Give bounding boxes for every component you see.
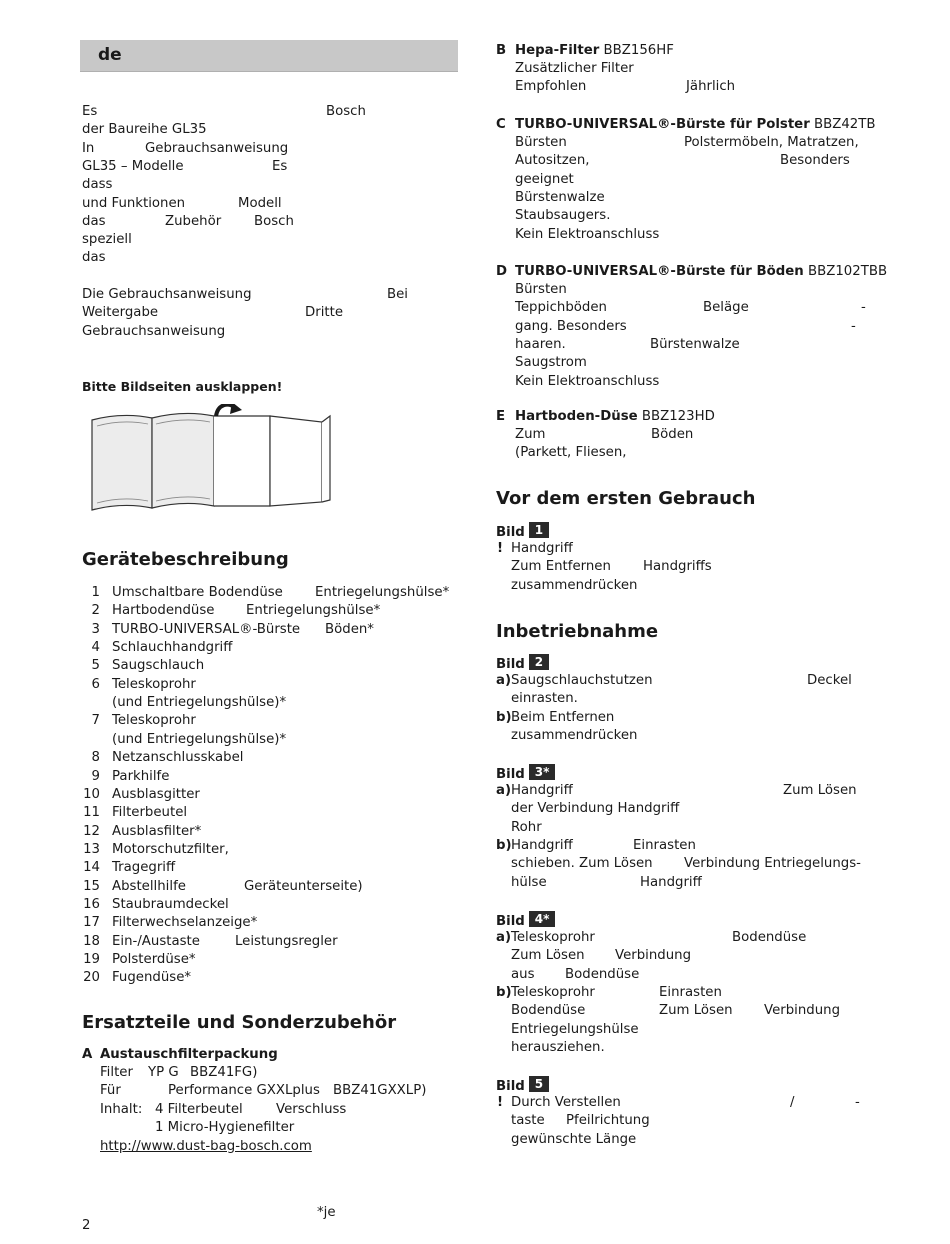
part-label: Leistungsregler [235,933,338,949]
instruction-text: Handgriff [511,541,573,556]
accessory-text: Saugstrom [515,355,587,371]
accessory-text: Böden [651,427,694,442]
figure-reference [496,911,555,931]
instruction-text: Bodendüse [732,930,807,945]
part-number: 9 [91,768,100,784]
part-label: Filterwechselanzeige* [112,915,258,931]
part-number: 2 [91,603,100,619]
instruction-text: gewünschte Länge [511,1131,637,1147]
instruction-text: Entriegelungshülse [511,1021,639,1037]
accessory-text: Bürstenwalze [515,189,605,205]
instruction-text: Verbindung [615,948,692,964]
instruction-text: hülse [511,874,547,890]
instruction-text: Handgriff [511,783,573,798]
part-number: 15 [83,878,100,894]
language-header-bar [80,40,458,72]
section-title-geraetebeschreibung: Gerätebeschreibung [82,549,289,570]
instruction-text: Bodendüse [511,1003,586,1019]
instruction-text: b) [496,837,512,853]
figure-label: Bild [496,914,525,929]
instruction-text: Teleskoprohr [511,984,595,1000]
intro-text: In [82,140,95,156]
intro-text: Gebrauchsanweisung [82,323,226,339]
part-number: 18 [83,933,100,949]
accessory-title: Hartboden-Düse BBZ123HD [515,409,715,424]
accessory-text: (Parkett, Fliesen, [515,445,627,461]
section-title-vor-dem-ersten-gebrauch: Vor dem ersten Gebrauch [496,488,756,509]
intro-text: Bei [387,287,408,302]
instruction-text: Deckel [807,673,852,688]
instruction-text: b) [496,984,512,1000]
accessory-detail: Inhalt: [100,1101,143,1117]
accessory-text: Bürsten [515,135,567,150]
intro-text: Bosch [326,104,366,119]
accessory-text: Beläge [703,300,749,316]
accessory-text: Teppichböden [515,300,607,316]
figure-number-badge: 3* [529,764,556,780]
instruction-text: Saugschlauchstutzen [511,673,653,688]
accessory-text: Bürstenwalze [650,336,740,352]
instruction-text: aus [511,966,535,982]
figure-number-badge: 1 [529,522,549,538]
intro-text: Bosch [254,213,294,229]
part-number: 4 [91,640,100,656]
instruction-text: b) [496,709,512,725]
intro-text: und Funktionen [82,195,186,211]
instruction-text: Zum Entfernen [511,559,611,575]
foldout-pages-illustration [88,404,334,516]
part-label: Abstellhilfe [112,878,186,894]
instruction-text: ! [497,541,504,556]
part-number: 8 [91,750,100,766]
instruction-text: Rohr [511,819,542,835]
accessory-text: - [851,318,856,334]
accessory-detail: Filter [100,1065,133,1080]
part-label: Schlauchhandgriff [112,640,233,656]
accessory-detail: 4 Filterbeutel [155,1101,243,1117]
unfold-note: Bitte Bildseiten ausklappen! [82,379,283,394]
part-number: 19 [83,952,100,967]
instruction-text: ! [497,1095,504,1110]
instruction-text: a) [496,930,512,945]
part-label: Entriegelungshülse* [315,585,450,600]
intro-text: das [82,250,106,266]
part-number: 3 [91,621,100,637]
part-number: 20 [83,970,100,986]
accessory-detail: BBZ41GXXLP) [333,1083,427,1099]
part-label: (und Entriegelungshülse)* [112,695,287,711]
instruction-text: Pfeilrichtung [566,1113,650,1129]
part-number: 7 [91,713,100,729]
instruction-text: Zum Lösen [659,1003,733,1019]
part-number: 13 [83,841,100,857]
accessory-detail: Verschluss [276,1101,347,1117]
instruction-text: herausziehen. [511,1039,605,1055]
figure-reference [496,654,549,674]
part-label: Tragegriff [112,860,176,876]
part-label: Umschaltbare Bodendüse [112,585,283,600]
accessory-text: Autositzen, [515,153,590,169]
instruction-text: Zum Lösen [783,783,857,798]
instruction-text: schieben. Zum Lösen [511,856,653,872]
part-label: Saugschlauch [112,658,205,674]
instruction-text: Durch Verstellen [511,1095,621,1110]
part-label: TURBO-UNIVERSAL®-Bürste [112,621,301,637]
accessory-text: Empfohlen [515,79,587,95]
part-label: Staubraumdeckel [112,896,229,912]
instruction-text: Zum Lösen [511,948,585,964]
accessory-letter-a: A [82,1047,93,1062]
page-number: 2 [82,1218,91,1233]
accessory-detail: Performance GXXLplus [168,1083,320,1099]
intro-text: das [82,213,106,229]
accessory-detail: 1 Micro-Hygienefilter [155,1119,295,1135]
accessory-detail: YP G [148,1065,179,1080]
part-label: Netzanschlusskabel [112,750,244,766]
accessory-code: BBZ156HF [599,43,674,58]
section-title-inbetriebnahme: Inbetriebnahme [496,621,659,642]
instruction-text: zusammendrücken [511,727,638,743]
intro-text: dass [82,177,113,193]
part-label: Böden* [325,621,374,637]
accessory-code: BBZ42TB [809,117,876,132]
instruction-text: Handgriffs [643,559,712,575]
section-title-ersatzteile: Ersatzteile und Sonderzubehör [82,1012,397,1033]
footnote-je: *je [317,1205,336,1220]
instruction-text: Handgriff [511,837,573,853]
part-number: 1 [91,585,100,600]
dust-bag-link[interactable]: http://www.dust-bag-bosch.com [100,1139,312,1154]
accessory-text: Zusätzlicher Filter [515,61,634,76]
accessory-title-a: Austauschfilterpackung [100,1047,278,1062]
instruction-text: taste [511,1113,545,1129]
part-number: 14 [83,860,100,876]
accessory-text: gang. Besonders [515,318,627,334]
part-number: 16 [83,896,100,912]
instruction-text: - [855,1095,860,1110]
intro-text: der Baureihe GL35 [82,122,207,138]
part-label: (und Entriegelungshülse)* [112,731,287,747]
figure-number-badge: 4* [529,911,556,927]
intro-text: Die Gebrauchsanweisung [82,287,252,302]
accessory-title: TURBO-UNIVERSAL®-Bürste für Polster BBZ42TB [515,117,876,132]
accessory-text: Kein Elektroanschluss [515,373,660,389]
figure-label: Bild [496,1079,525,1094]
figure-number-badge: 5 [529,1076,549,1092]
part-number: 11 [83,805,100,821]
accessory-letter: B [496,43,507,58]
accessory-title: Hepa-Filter BBZ156HF [515,43,674,58]
accessory-code: BBZ123HD [637,409,715,424]
figure-label: Bild [496,657,525,672]
instruction-text: zusammendrücken [511,577,638,593]
accessory-letter: C [496,117,506,132]
figure-reference [496,522,549,542]
part-label: Ausblasgitter [112,786,200,802]
instruction-text: Handgriff [640,874,702,890]
instruction-text: a) [496,673,512,688]
part-number: 6 [91,676,100,692]
accessory-text: Kein Elektroanschluss [515,226,660,242]
accessory-text: Zum [515,427,546,442]
accessory-detail: Für [100,1083,121,1099]
intro-text: GL35 – Modelle [82,158,184,174]
accessory-detail: BBZ41FG) [190,1065,258,1080]
instruction-text: Verbindung Entriegelungs- [684,856,861,872]
part-number: 17 [83,915,100,931]
intro-text: Gebrauchsanweisung [145,140,289,156]
part-label: Teleskoprohr [112,713,196,729]
accessory-text: Jährlich [686,79,736,95]
accessory-text: Polstermöbeln, Matratzen, [684,135,859,150]
figure-reference [496,1076,549,1096]
accessory-text: geeignet [515,171,574,187]
part-number: 5 [91,658,100,674]
instruction-text: Teleskoprohr [511,930,595,945]
figure-number-badge: 2 [529,654,549,670]
part-label: Ausblasfilter* [112,823,202,839]
instruction-text: Beim Entfernen [511,709,615,725]
part-label: Filterbeutel [112,805,188,821]
instruction-text: a) [496,783,512,798]
instruction-text: / [790,1095,795,1110]
intro-text: Es [272,158,288,174]
part-label: Geräteunterseite) [244,878,363,894]
intro-text: Es [82,104,98,119]
part-label: Motorschutzfilter, [112,841,229,857]
instruction-text: der Verbindung Handgriff [511,801,680,817]
part-label: Entriegelungshülse* [246,603,381,619]
figure-label: Bild [496,767,525,782]
accessory-text: Bürsten [515,282,567,297]
figure-label: Bild [496,525,525,540]
instruction-text: Einrasten [659,984,722,1000]
accessory-text: Besonders [780,153,850,169]
language-code: de [98,45,122,65]
accessory-code: BBZ102TBB [803,264,888,279]
intro-text: Modell [238,195,282,211]
part-label: Parkhilfe [112,768,170,784]
accessory-text: haaren. [515,336,566,352]
instruction-text: Einrasten [633,837,696,853]
intro-text: Weitergabe [82,305,159,321]
part-label: Fugendüse* [112,970,192,986]
instruction-text: Verbindung [764,1003,841,1019]
accessory-letter: D [496,264,508,279]
intro-text: Zubehör [165,213,222,229]
part-label: Teleskoprohr [112,676,196,692]
figure-reference [496,764,555,784]
part-number: 12 [83,823,100,839]
intro-text: speziell [82,232,132,248]
accessory-text: Staubsaugers. [515,208,611,224]
part-label: Ein-/Austaste [112,933,200,949]
part-number: 10 [83,786,100,802]
accessory-letter: E [496,409,506,424]
accessory-text: - [861,300,866,316]
part-label: Polsterdüse* [112,952,196,967]
intro-text: Dritte [305,305,344,321]
part-label: Hartbodendüse [112,603,215,619]
instruction-text: einrasten. [511,691,578,707]
instruction-text: Bodendüse [565,966,640,982]
accessory-title: TURBO-UNIVERSAL®-Bürste für Böden BBZ102TBB [515,264,888,279]
